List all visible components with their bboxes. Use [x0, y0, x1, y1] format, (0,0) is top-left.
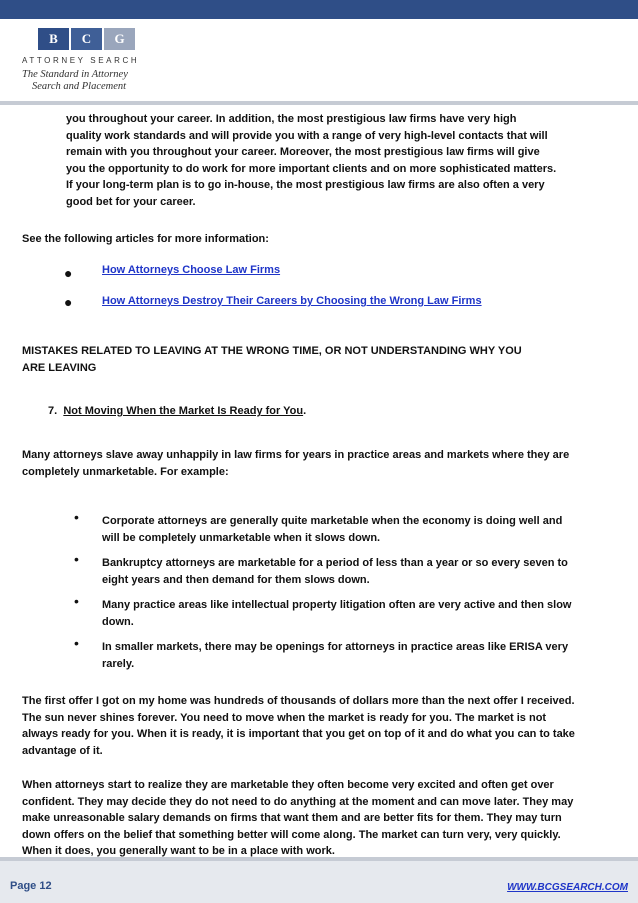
- tagline-line-2: Search and Placement: [32, 81, 127, 92]
- page-footer: [0, 861, 638, 903]
- text-line: The first offer I got on my home was hundreds of thousands of dollars more than the next offer I received.: [22, 695, 575, 707]
- example-item-4: [102, 639, 612, 672]
- text-line: In smaller markets, there may be openings for attorneys in practice areas like ERISA very: [102, 641, 569, 653]
- text-line: always ready for you. When it is ready, it is important that you get on top of it and do what you can to take: [22, 728, 575, 741]
- logo-letter-c: C: [71, 28, 102, 50]
- logo-letter-b: B: [38, 28, 69, 50]
- logo-letter-boxes: [38, 28, 162, 50]
- text-line: you the opportunity to do work for more important clients and on more sophisticated matters.: [66, 162, 557, 175]
- text-line: rarely.: [102, 657, 135, 670]
- text-line: The sun never shines forever. You need to move when the market is ready for you. The market is not: [22, 711, 547, 724]
- bullet-icon: •: [74, 509, 79, 525]
- text-line: Corporate attorneys are generally quite marketable when the economy is doing well and: [102, 515, 563, 527]
- bullet-icon: •: [74, 635, 79, 651]
- text-line: When it does, you generally want to be in a place with work.: [22, 845, 335, 857]
- bullet-icon: •: [74, 551, 79, 567]
- text-line: down.: [102, 615, 134, 628]
- logo-tagline: [22, 69, 162, 93]
- heading-line: MISTAKES RELATED TO LEAVING AT THE WRONG TIME, OR NOT UNDERSTANDING WHY YOU: [22, 345, 522, 357]
- example-intro: [22, 447, 622, 480]
- article-link-2[interactable]: [102, 293, 482, 310]
- heading-line: ARE LEAVING: [22, 361, 97, 374]
- page-number: Page 12: [10, 880, 52, 892]
- marketable-paragraph: [22, 777, 632, 857]
- text-line: Many attorneys slave away unhappily in law firms for years in practice areas and markets where they are: [22, 449, 570, 461]
- item-number: 7.: [48, 405, 58, 417]
- text-line: you throughout your career. In addition, the most prestigious law firms have very high: [66, 113, 517, 125]
- item-title: Not Moving When the Market Is Ready for You: [63, 405, 304, 417]
- intro-paragraph: [66, 111, 606, 211]
- link-text[interactable]: How Attorneys Destroy Their Careers by Choosing the Wrong Law Firms: [102, 295, 482, 307]
- tagline-line-1: The Standard in Attorney: [22, 69, 128, 80]
- text-line: will be completely unmarketable when it slows down.: [102, 531, 381, 544]
- bcg-logo: [22, 28, 162, 93]
- text-line: Many practice areas like intellectual property litigation often are very active and then slow: [102, 599, 572, 611]
- text-line: If your long-term plan is to go in-house, the most prestigious law firms are also often a very: [66, 179, 545, 192]
- bullet-icon: ●: [64, 294, 73, 310]
- text-line: completely unmarketable. For example:: [22, 465, 229, 478]
- text-line: make unreasonable salary demands on firms that want them and are better fits for them. They may turn: [22, 812, 562, 825]
- logo-letter-g: G: [104, 28, 135, 50]
- text-line: quality work standards and will provide you with a range of very high-level contacts that will: [66, 129, 548, 142]
- text-line: down offers on the belief that something better will come along. The market can turn very, very quickly.: [22, 828, 561, 841]
- text-line: eight years and then demand for them slows down.: [102, 573, 370, 586]
- offer-paragraph: [22, 693, 632, 759]
- example-item-1: [102, 513, 612, 546]
- example-item-2: [102, 555, 612, 588]
- text-line: Bankruptcy attorneys are marketable for a period of less than a year or so every seven to: [102, 557, 568, 569]
- bullet-icon: •: [74, 593, 79, 609]
- page-content: [0, 103, 638, 857]
- logo-subtitle: ATTORNEY SEARCH: [22, 56, 140, 65]
- text-line: advantage of it.: [22, 744, 103, 757]
- example-item-3: [102, 597, 612, 630]
- numbered-item-title: [48, 403, 306, 420]
- see-also-text: See the following articles for more information:: [22, 233, 269, 245]
- text-line: When attorneys start to realize they are marketable they often become very excited and often get over: [22, 779, 554, 791]
- text-line: remain with you throughout your career. Moreover, the most prestigious law firms will give: [66, 146, 540, 159]
- bullet-icon: ●: [64, 265, 73, 281]
- text-line: confident. They may decide they do not need to do anything at the moment and can move later. They may: [22, 795, 574, 808]
- article-link-1[interactable]: [102, 262, 280, 279]
- link-text[interactable]: How Attorneys Choose Law Firms: [102, 264, 281, 276]
- section-heading: [22, 343, 522, 376]
- item-title-end: .: [303, 405, 307, 417]
- text-line: good bet for your career.: [66, 195, 196, 208]
- website-link[interactable]: WWW.BCGSEARCH.COM: [507, 882, 628, 893]
- header-bar: [0, 0, 638, 19]
